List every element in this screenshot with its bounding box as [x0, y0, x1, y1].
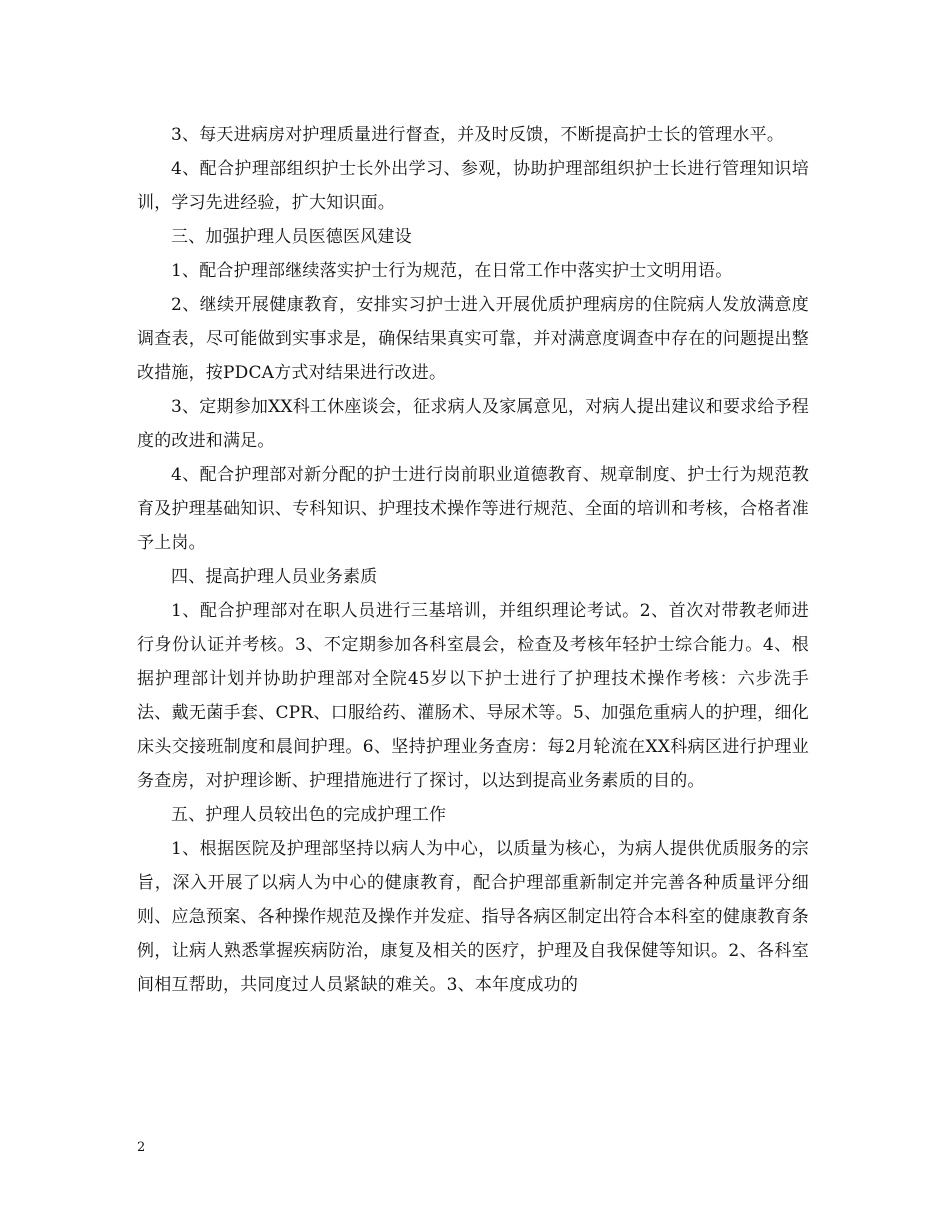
paragraph: 4、配合护理部对新分配的护士进行岗前职业道德教育、规章制度、护士行为规范教育及护理基础知识、专科知识、护理技术操作等进行规范、全面的培训和考核，合格者准予上岗。 — [137, 465, 809, 553]
paragraph: 1、配合护理部继续落实护士行为规范，在日常工作中落实护士文明用语。 — [171, 261, 733, 281]
section-heading: 三、加强护理人员医德医风建设 — [171, 227, 412, 247]
paragraph: 4、配合护理部组织护士长外出学习、参观，协助护理部组织护士长进行管理知识培训，学习先进经验，扩大知识面。 — [137, 159, 809, 213]
section-heading: 四、提高护理人员业务素质 — [171, 567, 378, 587]
page-number: 2 — [137, 1140, 146, 1155]
paragraph: 1、配合护理部对在职人员进行三基培训，并组织理论考试。2、首次对带教老师进行身份认证并考核。3、不定期参加各科室晨会，检查及考核年轻护士综合能力。4、根据护理部计划并协助护理部对全院45岁以下护士进行了护理技术操作考核：六步洗手法、戴无菌手套、CPR、口服给药、灌肠术、导尿术等。5、加强危重病人的护理，细化床头交接班制度和晨间护理。6、坚持护理业务查房：每2月轮流在XX科病区进行护理业务查房，对护理诊断、护理措施进行了探讨，以达到提高业务素质的目的。 — [137, 601, 809, 791]
paragraph: 1、根据医院及护理部坚持以病人为中心，以质量为核心，为病人提供优质服务的宗旨，深入开展了以病人为中心的健康教育，配合护理部重新制定并完善各种质量评分细则、应急预案、各种操作规范及操作并发症、指导各病区制定出符合本科室的健康教育条例，让病人熟悉掌握疾病防治，康复及相关的医疗，护理及自我保健等知识。2、各科室间相互帮助，共同度过人员紧缺的难关。3、本年度成功的 — [137, 839, 809, 995]
paragraph: 3、定期参加XX科工休座谈会，征求病人及家属意见，对病人提出建议和要求给予程度的改进和满足。 — [137, 397, 809, 451]
section-heading: 五、护理人员较出色的完成护理工作 — [171, 805, 447, 825]
document-body — [137, 118, 809, 1002]
paragraph: 3、每天进病房对护理质量进行督查，并及时反馈，不断提高护士长的管理水平。 — [171, 125, 785, 145]
paragraph: 2、继续开展健康教育，安排实习护士进入开展优质护理病房的住院病人发放满意度调查表，尽可能做到实事求是，确保结果真实可靠，并对满意度调查中存在的问题提出整改措施，按PDCA方式对结果进行改进。 — [137, 295, 809, 383]
